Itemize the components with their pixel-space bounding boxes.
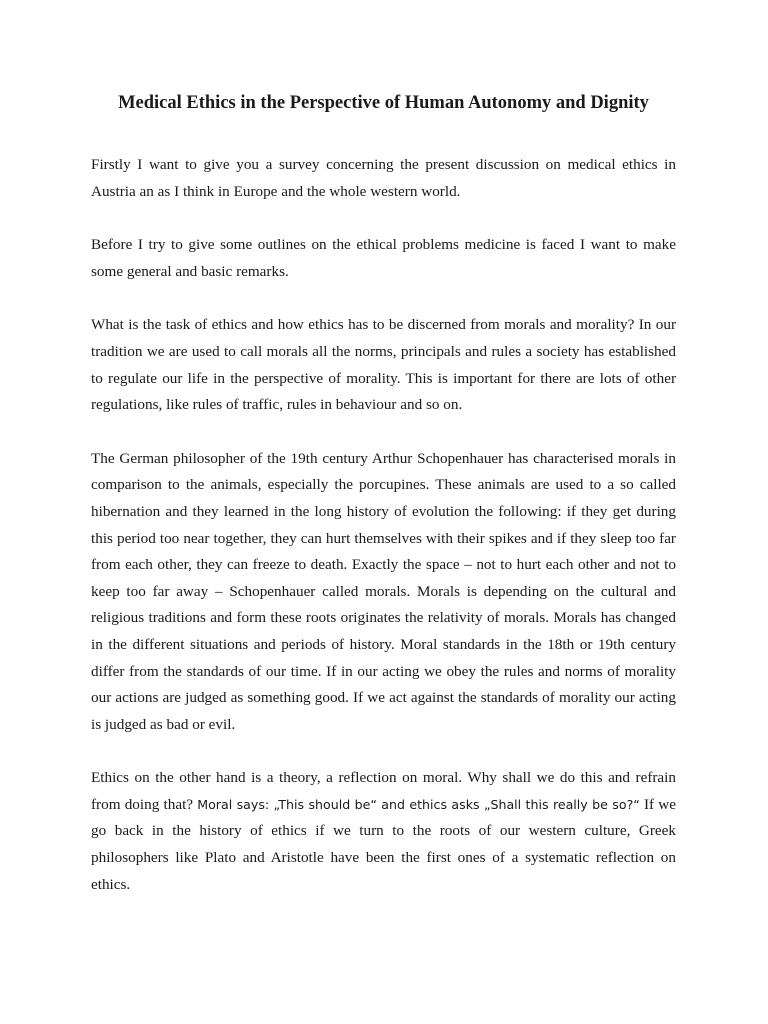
paragraph-ethics-theory [91, 765, 676, 898]
paragraph-intro: Firstly I want to give you a survey concerning the present discussion on medical ethics in Austria an as I think in Europe and the whole western world. [91, 156, 676, 200]
paragraph-ethics-quote: Moral says: „This should be“ and ethics asks „Shall this really be so?“ [197, 796, 640, 812]
document-title: Medical Ethics in the Perspective of Human Autonomy and Dignity [118, 93, 649, 113]
paragraph-ethics-rest: If we go back in the history of ethics if we turn to the roots of our western culture, Greek philosophers like Plato and Aristotle have been the first ones of a systematic reflection on ethics. [91, 795, 677, 893]
paragraph-remarks: Before I try to give some outlines on the ethical problems medicine is faced I want to make some general and basic remarks. [91, 236, 676, 280]
paragraph-ethics-intro: Ethics on the other hand is a theory, a reflection on moral. Why shall we do this and refrain from doing that? [91, 769, 676, 813]
paragraph-task-of-ethics: What is the task of ethics and how ethics has to be discerned from morals and morality? In our tradition we are used to call morals all the norms, principals and rules a society has established to regulate our life in the perspective of morality. This is important for there are lots of other regulations, like rules of traffic, rules in behaviour and so on. [91, 316, 676, 414]
document-page [91, 86, 676, 925]
paragraph-schopenhauer: The German philosopher of the 19th century Arthur Schopenhauer has characterised morals in comparison to the animals, especially the porcupines. These animals are used to a so called hibernation and they learned in the long history of evolution the following: if they get during this period too near together, they can hurt themselves with their spikes and if they sleep too far from each other, they can freeze to death. Exactly the space – not to hurt each other and not to keep too far away – Schopenhauer called morals. Morals is depending on the cultural and religious traditions and form these roots originates the relativity of morals. Morals has changed in the different situations and periods of history. Moral standards in the 18th or 19th century differ from the standards of our time. If in our acting we obey the rules and norms of morality our actions are judged as something good. If we act against the standards of morality our acting is judged as bad or evil. [91, 449, 676, 733]
